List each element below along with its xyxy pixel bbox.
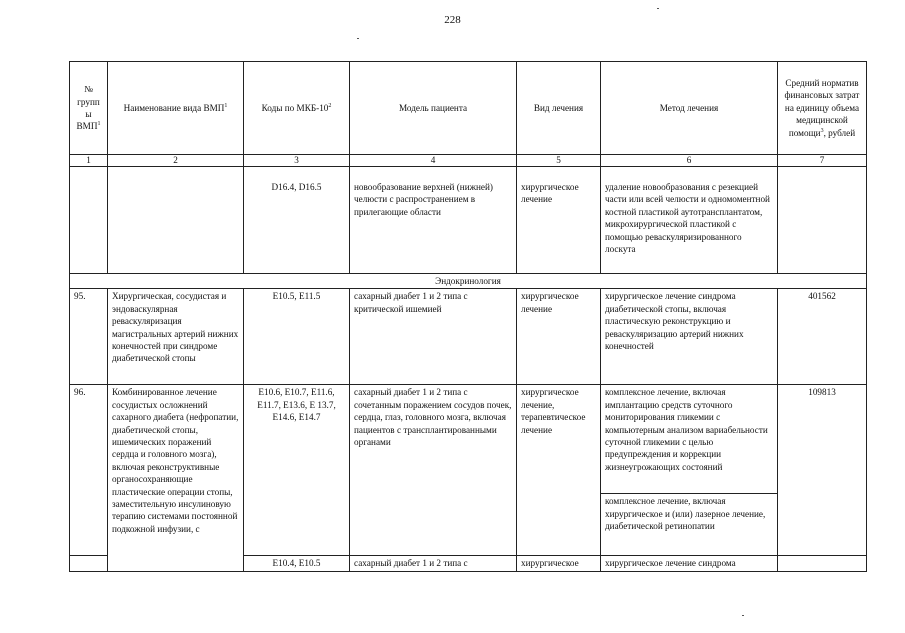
vmp-name-cell: Хирургическая, сосудистая и эндоваскулярная реваскуляризация магистральных артерий нижних конечностей при синдроме диабетической стопы: [108, 289, 244, 385]
column-number: 7: [778, 155, 867, 167]
column-number: 1: [70, 155, 108, 167]
icd-codes-cell: E10.5, E11.5: [244, 289, 350, 385]
treatment-method-cell: удаление новообразования с резекцией части или всей челюсти и одномоментной костной пластикой аутотрансплантатом, микрохирургической пластикой с помощью реваскуляризированного лоскута: [601, 167, 778, 274]
icd-codes-cell: E10.6, E10.7, E11.6, E11.7, E13.6, E 13.7, E14.6, E14.7: [244, 385, 350, 556]
header-icd-codes: Коды по МКБ-$10^2$: [244, 62, 350, 155]
header-row: [70, 62, 867, 155]
vmp-name-cell: Комбинированное лечение сосудистых осложнений сахарного диабета (нефропатии, диабетической стопы, ишемических поражений сердца и головного мозга), включая реконструктивные органосохраняющие пластические операции стопы, заместительную инсулиновую терапию системами постоянной подкожной инфузии, с: [108, 385, 244, 571]
group-number-cell: 95.: [70, 289, 108, 385]
treatment-method-cell: комплексное лечение, включая хирургическое и (или) лазерное лечение, диабетической ретинопатии: [601, 494, 778, 556]
section-row: [70, 274, 867, 289]
page-number: 228: [444, 14, 461, 26]
header-group-number: № групп ы ВМП$^1$: [70, 62, 108, 155]
treatment-method-cell: комплексное лечение, включая имплантацию средств суточного мониторирования гликемии с компьютерным анализом вариабельности суточной гликемии с целью предупреждения и коррекции жизнеугрожающих состояний: [601, 385, 778, 494]
section-title: Эндокринология: [70, 274, 867, 289]
header-vmp-name: Наименование вида ВМП$^1$: [108, 62, 244, 155]
header-average-cost: Средний норматив финансовых затрат на единицу объема медицинской помощи$^3$, рублей: [778, 62, 867, 155]
table-row-continuation: [70, 167, 867, 274]
column-number: 2: [108, 155, 244, 167]
header-treatment-method: Метод лечения: [601, 62, 778, 155]
treatment-type-cell: хирургическое лечение: [517, 167, 601, 274]
column-number: 6: [601, 155, 778, 167]
treatment-method-cell: хирургическое лечение синдрома: [601, 556, 778, 571]
patient-model-cell: сахарный диабет 1 и 2 типа с: [350, 556, 517, 571]
column-number: 4: [350, 155, 517, 167]
treatment-type-cell: хирургическое лечение: [517, 289, 601, 385]
average-cost-cell: 109813: [778, 385, 867, 556]
treatment-method-cell: хирургическое лечение синдрома диабетической стопы, включая пластическую реконструкцию и реваскуляризацию артерий нижних конечностей: [601, 289, 778, 385]
vmp-table: [69, 61, 867, 572]
scan-speck: [742, 615, 744, 616]
table-row-95: [70, 289, 867, 385]
scan-speck: [657, 8, 659, 9]
treatment-type-cell: хирургическое лечение, терапевтическое лечение: [517, 385, 601, 556]
patient-model-cell: новообразование верхней (нижней) челюсти с распространением в прилегающие области: [350, 167, 517, 274]
average-cost-cell: 401562: [778, 289, 867, 385]
table-row-96: [70, 385, 867, 494]
column-number: 5: [517, 155, 601, 167]
icd-codes-cell: D16.4, D16.5: [244, 167, 350, 274]
header-patient-model: Модель пациента: [350, 62, 517, 155]
patient-model-cell: сахарный диабет 1 и 2 типа с сочетанным поражением сосудов почек, сердца, глаз, головного мозга, включая пациентов с трансплантированными органами: [350, 385, 517, 556]
scan-speck: [357, 38, 359, 39]
patient-model-cell: сахарный диабет 1 и 2 типа с критической ишемией: [350, 289, 517, 385]
header-treatment-type: Вид лечения: [517, 62, 601, 155]
icd-codes-cell: E10.4, E10.5: [244, 556, 350, 571]
group-number-cell: 96.: [70, 385, 108, 556]
column-number: 3: [244, 155, 350, 167]
treatment-type-cell: хирургическое: [517, 556, 601, 571]
column-number-row: [70, 155, 867, 167]
